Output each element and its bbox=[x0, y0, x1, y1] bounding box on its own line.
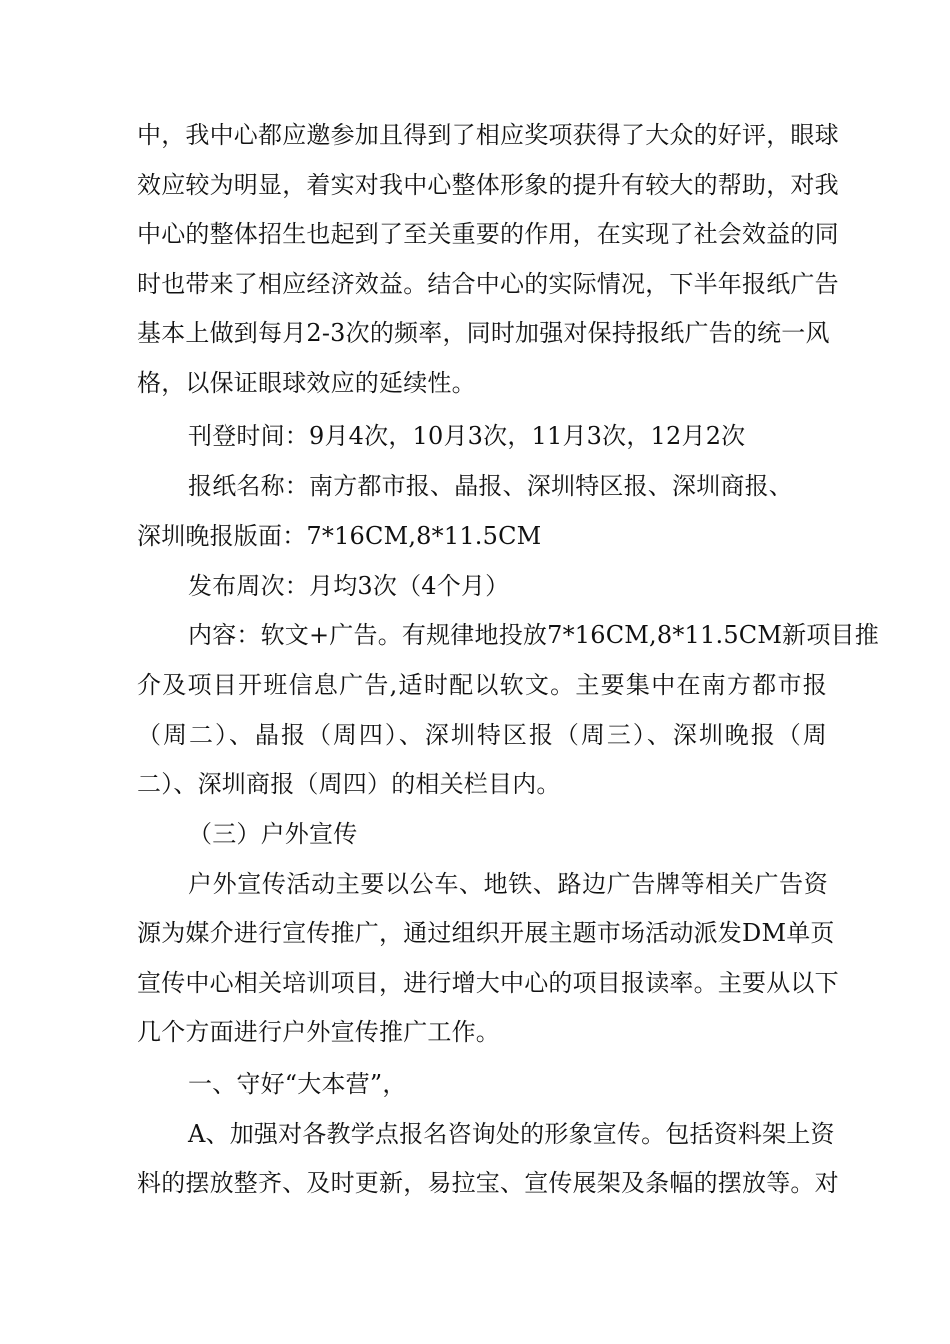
paragraph-line: 时也带来了相应经济效益。结合中心的实际情况，下半年报纸广告 bbox=[137, 270, 839, 298]
paragraph-line: 效应较为明显，着实对我中心整体形象的提升有较大的帮助，对我 bbox=[137, 171, 839, 199]
paragraph-line: 料的摆放整齐、及时更新，易拉宝、宣传展架及条幅的摆放等。对 bbox=[137, 1169, 839, 1197]
paragraph-line: 介及项目开班信息广告,适时配以软文。主要集中在南方都市报 bbox=[137, 671, 827, 699]
paragraph-line: 中心的整体招生也起到了至关重要的作用，在实现了社会效益的同 bbox=[137, 220, 839, 248]
section-heading: （三）户外宣传 bbox=[188, 820, 358, 848]
paragraph-line: 格，以保证眼球效应的延续性。 bbox=[137, 369, 476, 397]
paragraph-line: 几个方面进行户外宣传推广工作。 bbox=[137, 1018, 500, 1046]
paragraph-line: 二）、深圳商报（周四）的相关栏目内。 bbox=[137, 770, 561, 798]
paragraph-line: 中，我中心都应邀参加且得到了相应奖项获得了大众的好评，眼球 bbox=[137, 121, 839, 149]
paragraph-line: 宣传中心相关培训项目，进行增大中心的项目报读率。主要从以下 bbox=[137, 969, 839, 997]
paragraph-line: 户外宣传活动主要以公车、地铁、路边广告牌等相关广告资 bbox=[188, 870, 828, 898]
paragraph-line: A、加强对各教学点报名咨询处的形象宣传。包括资料架上资 bbox=[188, 1120, 835, 1148]
paragraph-line: 源为媒介进行宣传推广，通过组织开展主题市场活动派发DM单页 bbox=[137, 919, 835, 947]
layout-size-line: 深圳晚报版面：7*16CM,8*11.5CM bbox=[137, 522, 542, 550]
publish-frequency-line: 发布周次：月均3次（4个月） bbox=[188, 572, 510, 600]
newspaper-names-line: 报纸名称：南方都市报、晶报、深圳特区报、深圳商报、 bbox=[188, 472, 793, 500]
paragraph-line: 基本上做到每月2-3次的频率，同时加强对保持报纸广告的统一风 bbox=[137, 319, 830, 347]
publish-time-line: 刊登时间：9月4次，10月3次，11月3次，12月2次 bbox=[188, 422, 746, 450]
subsection-heading: 一、守好“大本营”， bbox=[188, 1070, 407, 1098]
paragraph-line: （周二）、晶报（周四）、深圳特区报（周三）、深圳晚报（周 bbox=[137, 721, 827, 749]
paragraph-line: 内容：软文+广告。有规律地投放7*16CM,8*11.5CM新项目推 bbox=[188, 621, 879, 649]
